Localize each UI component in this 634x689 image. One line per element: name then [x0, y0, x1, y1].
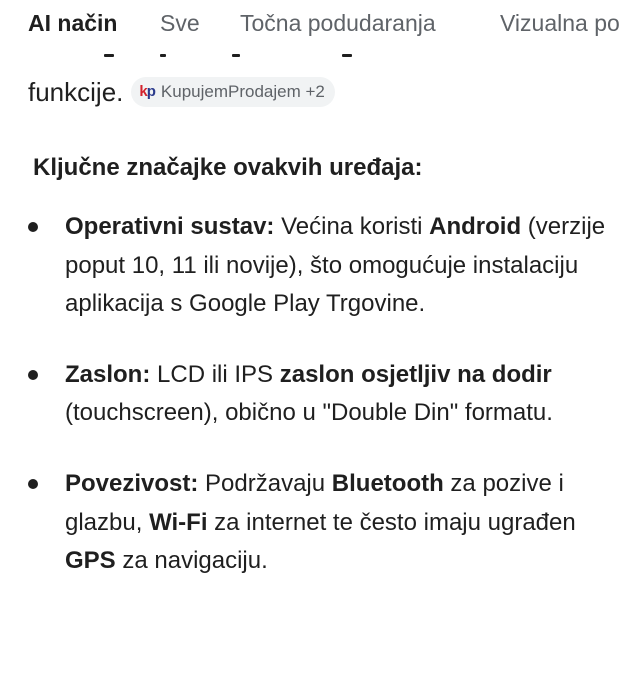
tab-exact-matches[interactable]: Točna podudaranja	[240, 10, 436, 36]
tab-ai-mode[interactable]: AI način	[28, 10, 118, 36]
feature-bold-text: Bluetooth	[331, 469, 444, 497]
feature-item	[0, 208, 634, 324]
feature-bold-text: Zaslon:	[65, 360, 151, 388]
feature-list	[0, 208, 634, 613]
feature-item	[0, 465, 634, 581]
feature-bold-text: GPS	[65, 547, 116, 575]
feature-text: Većina koristi	[274, 213, 430, 240]
source-chip[interactable]	[131, 77, 334, 107]
feature-bold-text: Operativni sustav:	[65, 213, 275, 240]
bullet-icon	[28, 370, 38, 380]
intro-text: funkcije.	[28, 77, 124, 108]
feature-bold-text: Povezivost:	[65, 469, 199, 497]
source-chip-label: KupujemProdajem +2	[160, 82, 325, 102]
section-heading: Ključne značajke ovakvih uređaja:	[33, 154, 423, 181]
clipped-text-line	[0, 48, 634, 64]
bullet-icon	[28, 479, 38, 489]
tab-all[interactable]: Sve	[160, 10, 200, 36]
answer-intro	[28, 68, 624, 114]
feature-bold-text: zaslon osjetljiv na dodir	[279, 360, 552, 388]
bullet-icon	[28, 222, 38, 232]
feature-bold-text: Wi-Fi	[149, 508, 208, 536]
feature-item	[0, 356, 634, 433]
feature-text: LCD ili IPS	[150, 360, 280, 388]
feature-text: za pozive i glazbu,	[65, 469, 564, 536]
feature-text: Podržavaju	[198, 469, 332, 497]
feature-text: (touchscreen), obično u "Double Din" formatu.	[65, 399, 553, 427]
feature-text: (verzije poput 10, 11 ili novije), što omogućuje instalaciju aplikacija s Google Play Trgovine.	[65, 213, 606, 318]
feature-text: za navigaciju.	[115, 547, 268, 575]
feature-text: za internet te često imaju ugrađen	[207, 508, 576, 536]
search-mode-tabs	[0, 0, 634, 46]
feature-bold-text: Android	[429, 213, 522, 240]
tab-visual-matches[interactable]: Vizualna po	[500, 10, 620, 36]
kupujemprodajem-logo-icon: kp	[139, 83, 155, 101]
